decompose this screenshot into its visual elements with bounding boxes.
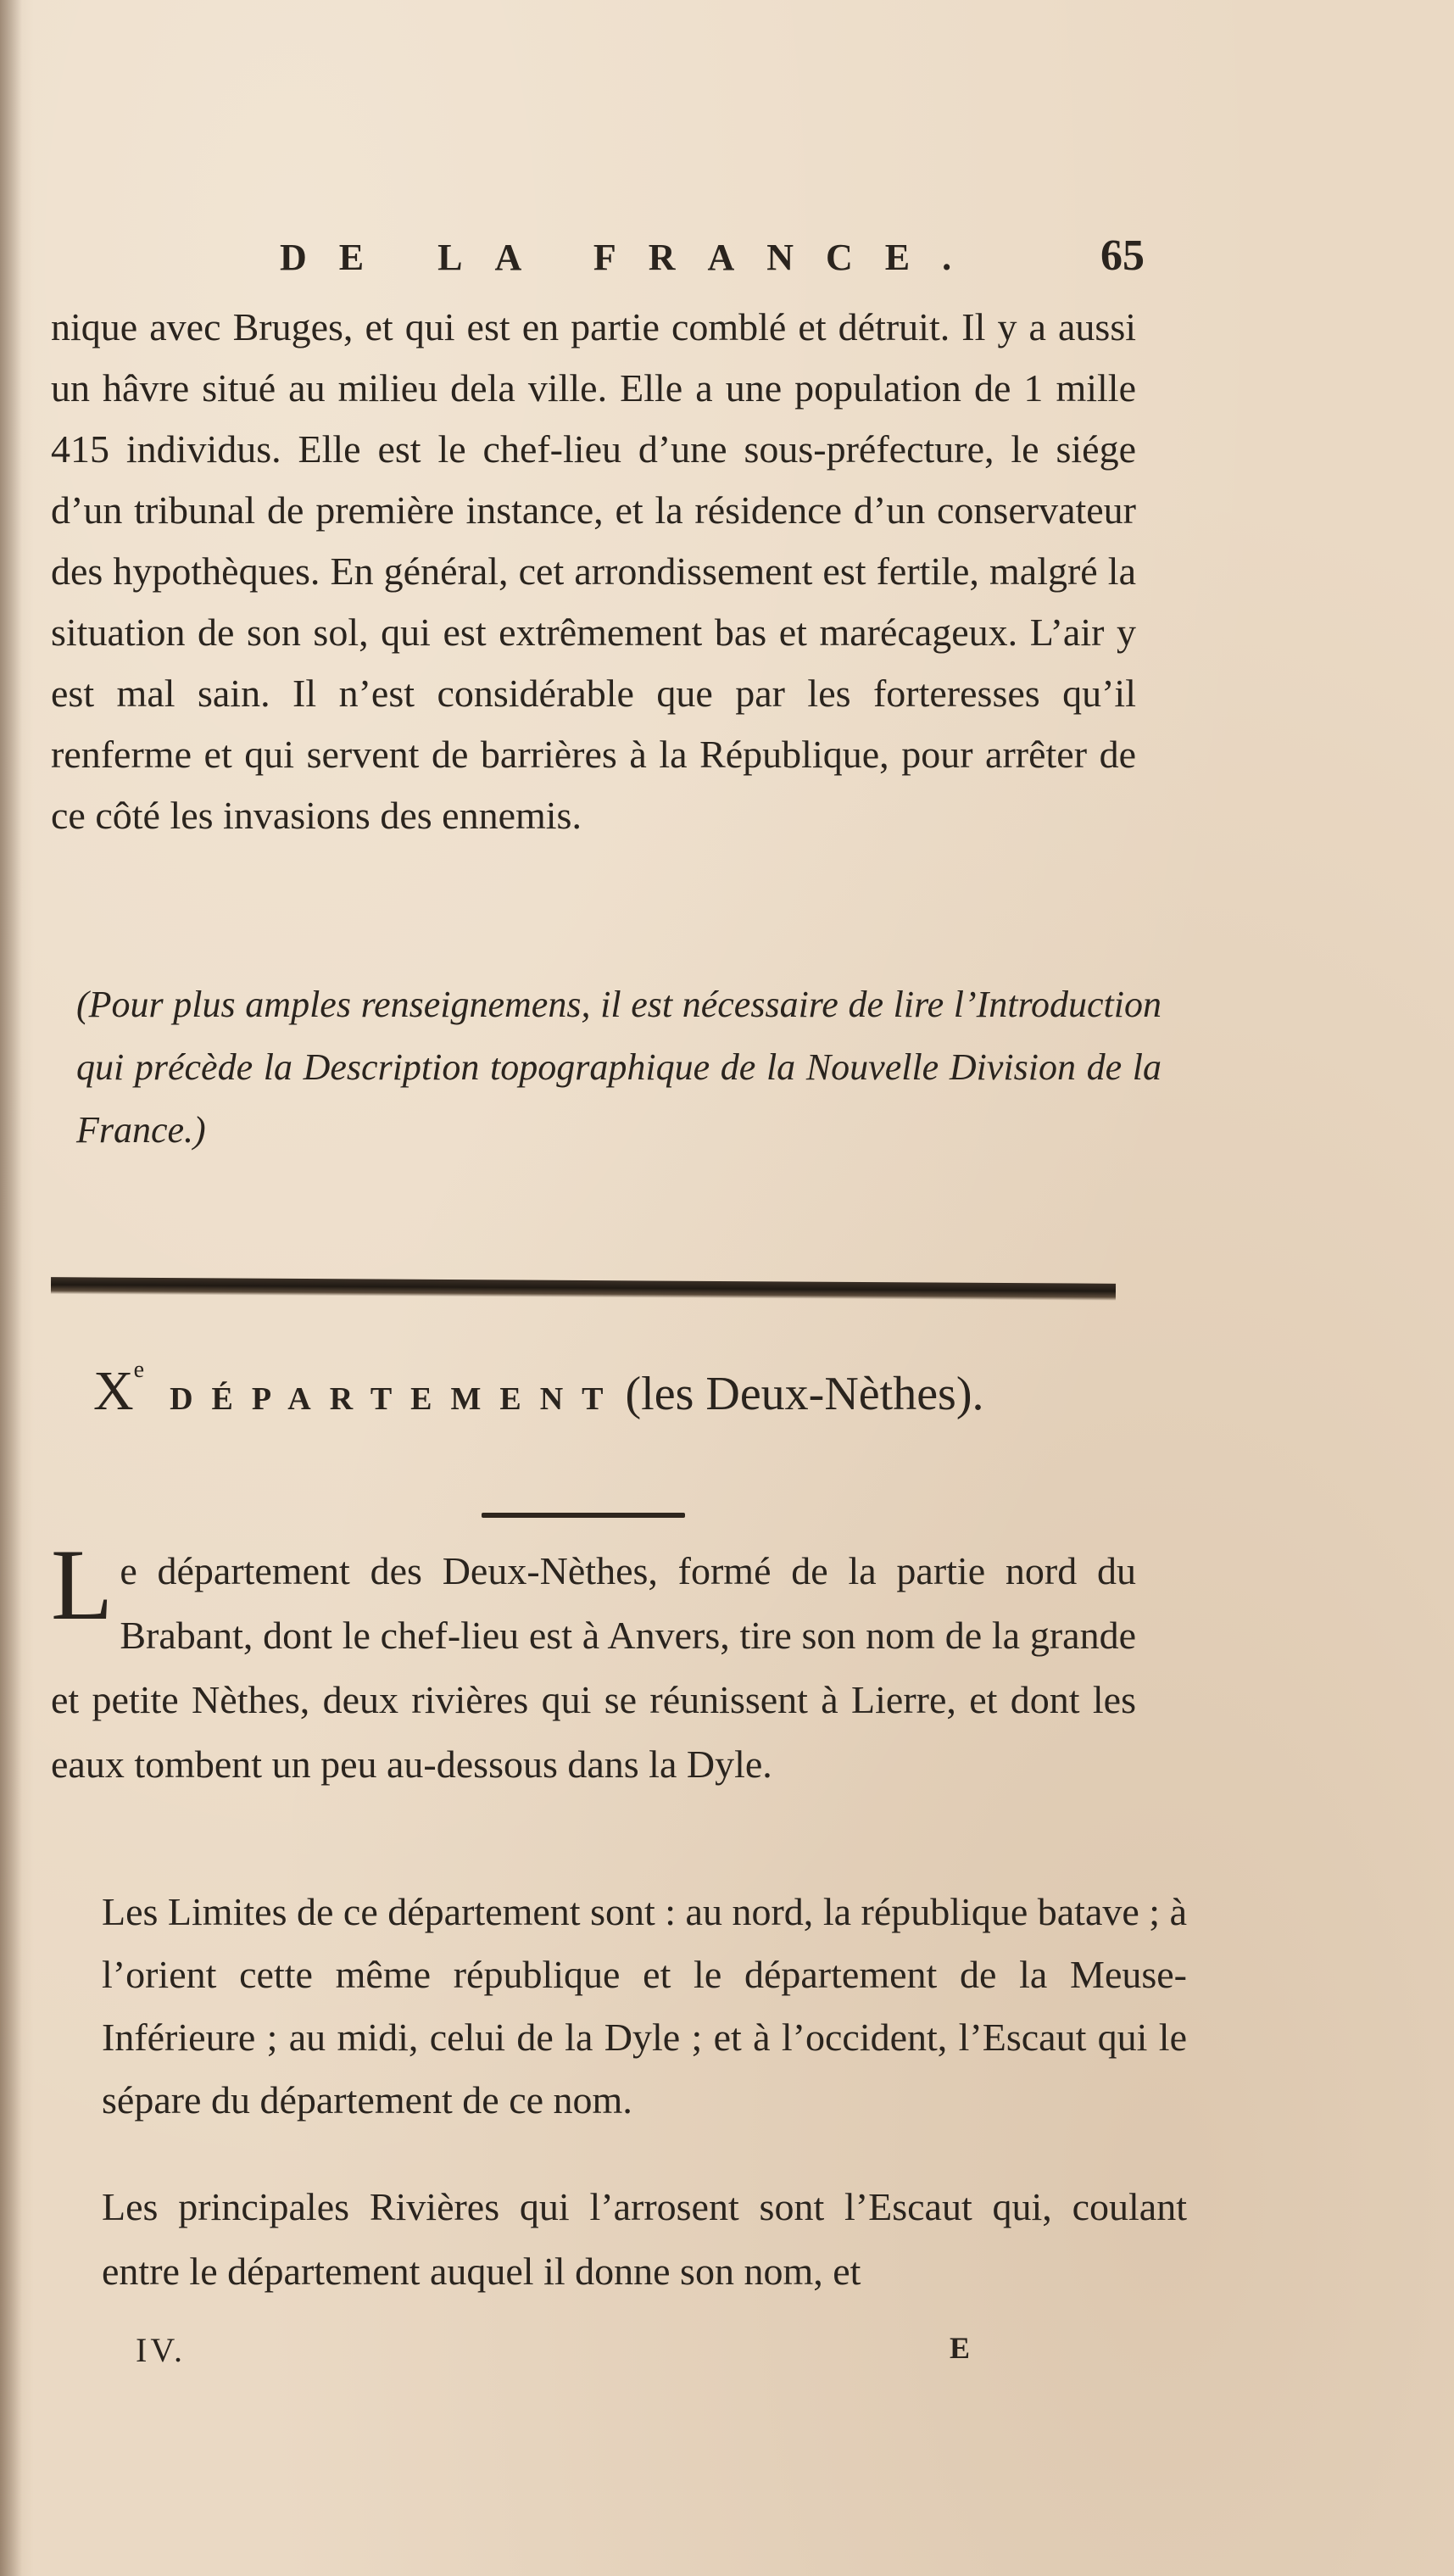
- signature-letter: E: [950, 2331, 971, 2365]
- note-text: (Pour plus amples renseignemens, il est nécessaire de lire l’Introduction qui précède la Description topographique de la Nouvelle Division de la France.): [76, 984, 1162, 1151]
- page-number: 65: [1100, 231, 1145, 280]
- department-number: X: [93, 1360, 134, 1422]
- department-number-superscript: e: [133, 1357, 145, 1383]
- section-divider: [51, 1277, 1116, 1301]
- running-title: DE LA FRANCE.: [280, 237, 984, 278]
- department-word: DÉPARTEMENT: [170, 1381, 622, 1417]
- drop-cap: L: [51, 1528, 114, 1641]
- department-heading: [93, 1357, 1111, 1433]
- paragraph-text: e département des Deux-Nèthes, formé de la partie nord du Brabant, dont le chef-lieu est à Anvers, tire son nom de la grande et petite Nèthes, deux rivières qui se réunissent à Lierre, et dont les eaux tombent un peu au-dessous dans la Dyle.: [51, 1549, 1136, 1786]
- paragraph-text: Les Limites de ce département sont : au nord, la république batave ; à l’orient cette même république et le département de la Meuse-Inférieure ; au midi, celui de la Dyle ; et à l’occident, l’Escaut qui le sépare du département de ce nom.: [102, 1890, 1187, 2122]
- page-footer: [136, 2330, 983, 2372]
- note-paragraph: [51, 973, 1162, 1228]
- paragraph-intro: [51, 1528, 1136, 1878]
- paragraph-rivieres: [51, 2175, 1187, 2317]
- gutter-shadow: [0, 0, 22, 2576]
- paragraph-text: nique avec Bruges, et qui est en partie comblé et détruit. Il y a aussi un hâvre situé au milieu dela ville. Elle a une population de 1 mille 415 individus. Elle est le chef-lieu d’une sous-préfecture, le siége d’un tribunal de première instance, et la résidence d’un conservateur des hypothèques. En général, cet arrondissement est fertile, malgré la situation de son sol, qui est extrêmement bas et marécageux. L’air y est mal sain. Il n’est considérable que par les forteresses qu’il renferme et qui servent de barrières à la République, pour arrêter de ce côté les invasions des ennemis.: [51, 305, 1136, 837]
- paragraph-text: Les principales Rivières qui l’arrosent sont l’Escaut qui, coulant entre le département auquel il donne son nom, et: [102, 2185, 1187, 2293]
- running-head: [280, 231, 1145, 295]
- signature-mark: IV.: [136, 2331, 187, 2369]
- heading-rule: [482, 1513, 685, 1518]
- paragraph-limites: [51, 1881, 1187, 2166]
- department-name: (les Deux-Nèthes).: [625, 1368, 984, 1420]
- paragraph-continued: [51, 297, 1136, 967]
